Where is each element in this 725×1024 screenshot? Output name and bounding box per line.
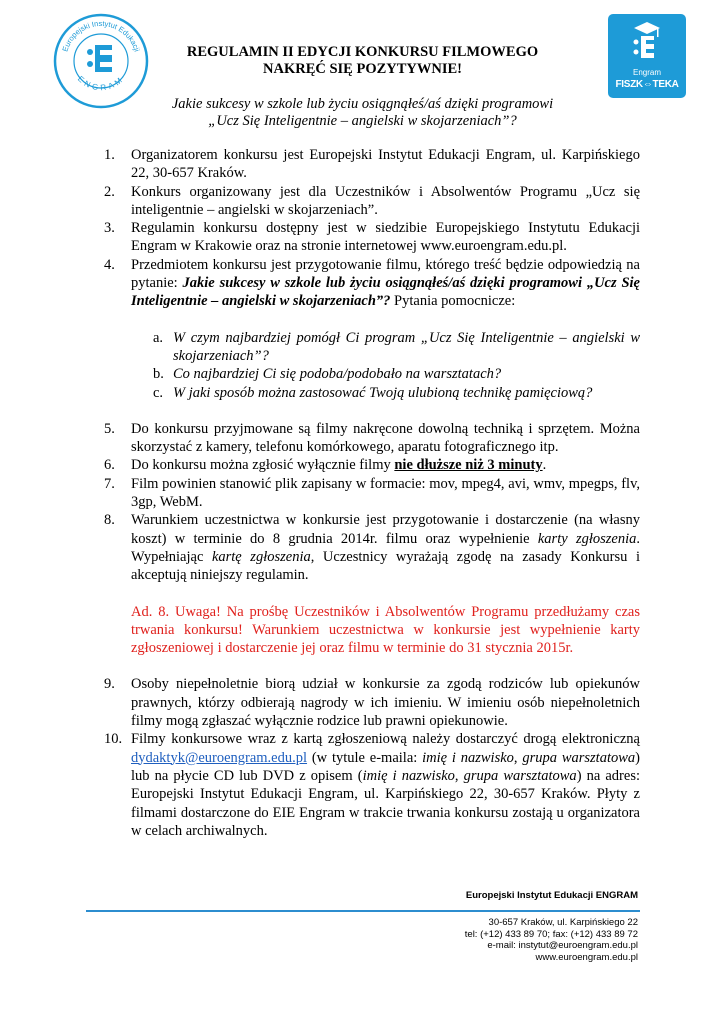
document-title [165,44,560,78]
rule-number: 2. [104,183,115,200]
deadline-extension-notice: Ad. 8. Uwaga! Na prośbę Uczestników i Absolwentów Programu przedłużamy czas trwania konkursu! Warunkiem uczestnictwa w konkursie jest wypełnienie karty zgłoszeniowej i dostarczenie jej oraz filmu w terminie do 31 stycznia 2015r. [131,603,640,657]
rule-text-part: Pytania pomocnicze: [390,293,516,310]
sub-question-text: Co najbardziej Ci się podoba/podobało na warsztatach? [173,366,502,383]
rule-text [131,456,640,474]
rule-text: Konkurs organizowany jest dla Uczestników i Absolwentów Programu „Ucz się inteligentnie – angielski w skojarzeniach”. [131,183,640,218]
footer-organization: Europejski Instytut Edukacji ENGRAM [465,890,638,901]
rule-text-part: ) lub na płycie CD lub DVD z opisem ( [131,749,641,784]
duration-limit: nie dłuższe niż 3 minuty [394,457,543,474]
rule-item [104,183,640,220]
footer-divider [86,910,640,912]
subtitle-line-2: „Ucz Się Inteligentnie – angielski w skojarzeniach”? [208,113,517,129]
rule-text-part: Do konkursu można zgłosić wyłącznie filmy [131,457,395,474]
rule-text [131,730,640,840]
sub-question [153,384,640,402]
rule-number: 9. [104,676,115,693]
engram-institute-logo [52,12,150,110]
footer-phone: tel: (+12) 433 89 70; fax: (+12) 433 89 72 [464,928,638,940]
rule-text-part: (w tytule e-maila: [307,749,423,766]
rule-number: 5. [104,420,115,437]
sub-question-letter: a. [153,329,164,346]
rule-text: Do konkursu przyjmowane są filmy nakręcone dowolną techniką i sprzętem. Można skorzystać z kamery, telefonu komórkowego, aparatu fotograficznego itp. [131,420,640,456]
footer-website: www.euroengram.edu.pl [535,951,638,963]
logo-ring-text: Europejski Instytut Edukacji [60,18,142,53]
rule-item [104,146,640,183]
contest-question: Jakie sukcesy w szkole lub życiu osiągnąłeś/aś dzięki programowi „Ucz Się Inteligentnie – angielski w skojarzeniach”? [131,275,640,310]
rule-text-italic: imię i nazwisko [422,749,514,766]
logo-product: FISZK⇔TEKA [615,79,679,90]
rule-text: Film powinien stanowić plik zapisany w formacie: mov, mpeg4, avi, wmv, mpegps, flv, 3gp, WebM. [131,475,640,511]
rule-text-italic: grupa warsztatowa [522,749,636,766]
sub-question [153,329,640,366]
logo-bottom-text: ENGRAM [75,74,127,93]
logo-brand: Engram [632,68,661,77]
rule-item [104,420,640,457]
rule-text-italic: karty zgłoszenia [537,530,637,547]
sub-question-text: W jaki sposób można zastosować Twoją ulubioną technikę pamięciową? [173,384,593,401]
footer-address: 30-657 Kraków, ul. Karpińskiego 22 [488,917,638,928]
sub-question-letter: b. [153,366,164,383]
rule-text [131,256,640,311]
sub-question-letter: c. [153,384,164,401]
email-link[interactable]: dydaktyk@euroengram.edu.pl [131,749,308,766]
title-line-2: NAKRĘĆ SIĘ POZYTYWNIE! [263,61,462,77]
rule-item [104,511,640,584]
rule-item [104,256,640,311]
rule-text-part: , [513,749,523,766]
rule-text: Organizatorem konkursu jest Europejski Instytut Edukacji Engram, ul. Karpińskiego 22, 30-657 Kraków. [131,147,640,182]
rule-text-part: Warunkiem uczestnictwa w konkursie jest przygotowanie i dostarczenie (na własny koszt) w terminie do 8 grudnia 2014r. filmu oraz wypełnienie [131,512,640,547]
rules-list [104,146,640,840]
footer-email: e-mail: instytut@euroengram.edu.pl [487,940,638,951]
footer-contact [400,917,638,963]
rule-text-italic: kartę zgłoszenia [211,548,311,565]
sub-question-text: W czym najbardziej pomógł Ci program „Ucz Się Inteligentnie – angielski w skojarzeniach”? [173,329,640,364]
sub-question [153,365,640,383]
fiszkoteka-logo [608,14,686,98]
rule-text-part: Filmy konkursowe wraz z kartą zgłoszeniową należy dostarczyć drogą elektroniczną [131,731,640,748]
rule-text [131,511,640,584]
rule-item [104,475,640,512]
document-subtitle [150,96,575,130]
rule-text-part: . [542,457,547,474]
rule-text: Osoby niepełnoletnie biorą udział w konkursie za zgodą rodziców lub opiekunów prawnych, którzy odbierają nagrody w ich imieniu. W imieniu osób niepełnoletnich filmy mogą zgłaszać wyłącznie rodzice lub prawni opiekunowie. [131,676,640,730]
rule-number: 3. [104,220,115,237]
title-line-1: REGULAMIN II EDYCJI KONKURSU FILMOWEGO [186,44,539,60]
rule-item [104,456,640,474]
rule-item [104,219,640,256]
rule-number: 6. [104,457,115,474]
rule-number: 1. [104,147,115,163]
rule-text-italic: imię i nazwisko [362,767,455,784]
rule-number: 8. [104,512,115,529]
subtitle-line-1: Jakie sukcesy w szkole lub życiu osiągnąłeś/aś dzięki programowi [171,96,554,112]
rule-number: 10. [104,731,123,748]
graduate-icon [608,14,686,68]
rule-number: 7. [104,475,115,492]
rule-text: Regulamin konkursu dostępny jest w siedzibie Europejskiego Instytutu Edukacji Engram w Krakowie oraz na stronie internetowej www.euroengram.edu.pl. [131,220,640,255]
rule-text-part: . Wypełniając [131,530,640,565]
rule-item [104,730,640,840]
rule-text-part: , Uczestnicy wyrażają zgodę na zasady Konkursu i akceptują niniejszy regulamin. [131,548,640,584]
rule-text-part: , [454,767,464,784]
rule-number: 4. [104,256,115,273]
rule-text-italic: grupa warsztatowa [463,767,577,784]
rule-text-part: Przedmiotem konkursu jest przygotowanie filmu, którego treść będzie odpowiedzią na pytanie: [131,256,640,292]
rule-item [104,675,640,730]
rule-text-part: ) na adres: Europejski Instytut Edukacji Engram, ul. Karpińskiego 22, 30-657 Kraków. Płyty z filmami dostarczone do EIE Engram w trakcie trwania konkursu zostają u organizatora w celach archiwalnych. [131,767,640,839]
